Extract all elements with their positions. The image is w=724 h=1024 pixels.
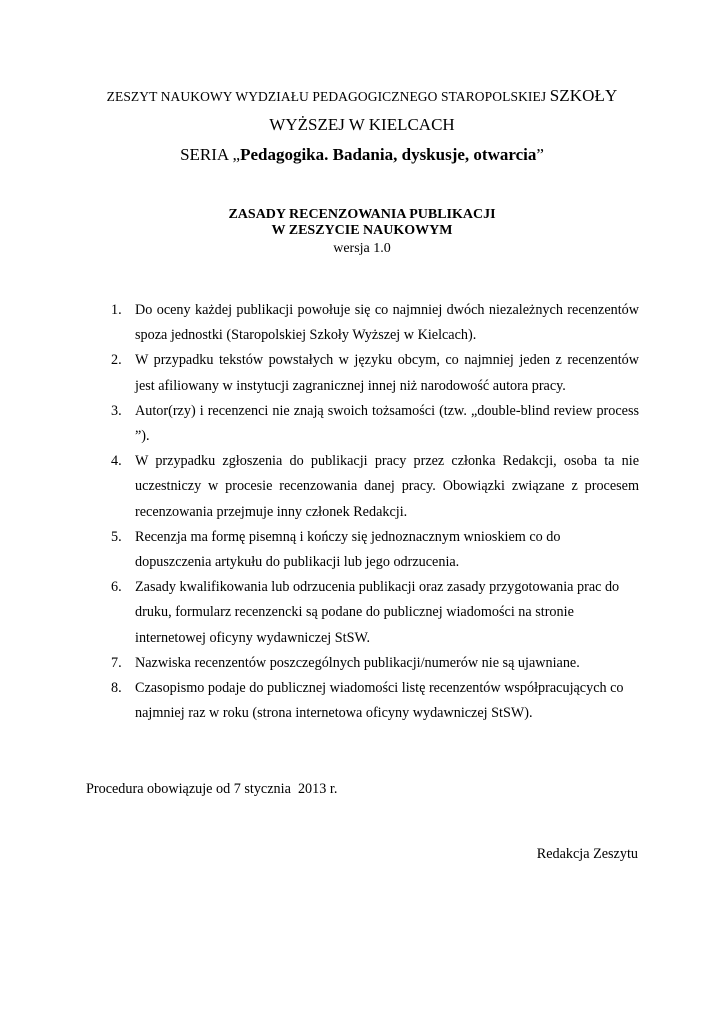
procedure-date: Procedura obowiązuje od 7 stycznia 2013 r. <box>86 781 338 797</box>
rule-number: 5. <box>111 528 122 545</box>
series-name: Pedagogika. Badania, dyskusje, otwarcia <box>240 145 537 164</box>
rule-item <box>104 399 639 449</box>
header-line-1-main: ZESZYT NAUKOWY WYDZIAŁU PEDAGOGICZNEGO STAROPOLSKIEJ <box>106 89 547 104</box>
rule-text: Zasady kwalifikowania lub odrzucenia publikacji oraz zasady przygotowania prac do druku, formularz recenzencki są podane do publicznej wiadomości na stronie internetowej oficyny wydawniczej StSW. <box>135 579 620 646</box>
header-line-2: WYŻSZEJ W KIELCACH <box>269 115 455 134</box>
editorial-signature: Redakcja Zeszytu <box>536 846 638 862</box>
rule-number: 2. <box>111 352 122 369</box>
rule-text: Nazwiska recenzentów poszczególnych publikacji/numerów nie są ujawniane. <box>135 654 580 671</box>
rule-item <box>104 676 639 726</box>
rule-text: Do oceny każdej publikacji powołuje się co najmniej dwóch niezależnych recenzentów spoza jednostki (Staropolskiej Szkoły Wyższej w Kielcach). <box>135 302 639 344</box>
rule-text: W przypadku tekstów powstałych w języku obcym, co najmniej jeden z recenzentów jest afiliowany w instytucji zagranicznej innej niż narodowość autora pracy. <box>135 352 639 394</box>
series-prefix: SERIA „ <box>180 145 241 164</box>
series-title <box>70 140 654 170</box>
rule-text: Recenzja ma formę pisemną i kończy się jednoznacznym wnioskiem co do dopuszczenia artykułu do publikacji lub jego odrzucenia. <box>135 528 561 571</box>
rule-number: 7. <box>111 654 122 671</box>
rule-item <box>104 449 639 525</box>
rule-item <box>104 651 639 676</box>
rule-number: 4. <box>111 453 122 470</box>
header-line-1-end: SZKOŁY <box>549 86 618 105</box>
header-line-1 <box>70 83 654 110</box>
rules-heading <box>130 207 594 239</box>
rule-number: 6. <box>111 579 122 596</box>
rule-item <box>104 575 639 651</box>
version-label: wersja 1.0 <box>333 241 391 256</box>
rules-heading-line-1: ZASADY RECENZOWANIA PUBLIKACJI <box>228 207 496 222</box>
rule-text: Autor(rzy) i recenzenci nie znają swoich tożsamości (tzw. „double-blind review process ”). <box>135 402 639 445</box>
rule-number: 1. <box>111 302 122 318</box>
rule-item <box>104 298 639 348</box>
rule-number: 8. <box>111 680 122 697</box>
journal-header <box>70 83 654 170</box>
rules-heading-line-2: W ZESZYCIE NAUKOWYM <box>271 223 453 238</box>
rule-item <box>104 348 639 398</box>
rule-text: W przypadku zgłoszenia do publikacji pracy przez członka Redakcji, osoba ta nie uczestniczy w procesie recenzowania danej pracy. Obowiązki związane z procesem recenzowania przejmuje inny członek Redakcji. <box>135 453 639 520</box>
rule-text: Czasopismo podaje do publicznej wiadomości listę recenzentów współpracujących co najmniej raz w roku (strona internetowa oficyny wydawniczej StSW). <box>135 680 624 722</box>
rule-number: 3. <box>111 402 122 419</box>
rule-item <box>104 525 639 575</box>
series-suffix: ” <box>536 145 544 164</box>
rules-list <box>104 298 639 726</box>
